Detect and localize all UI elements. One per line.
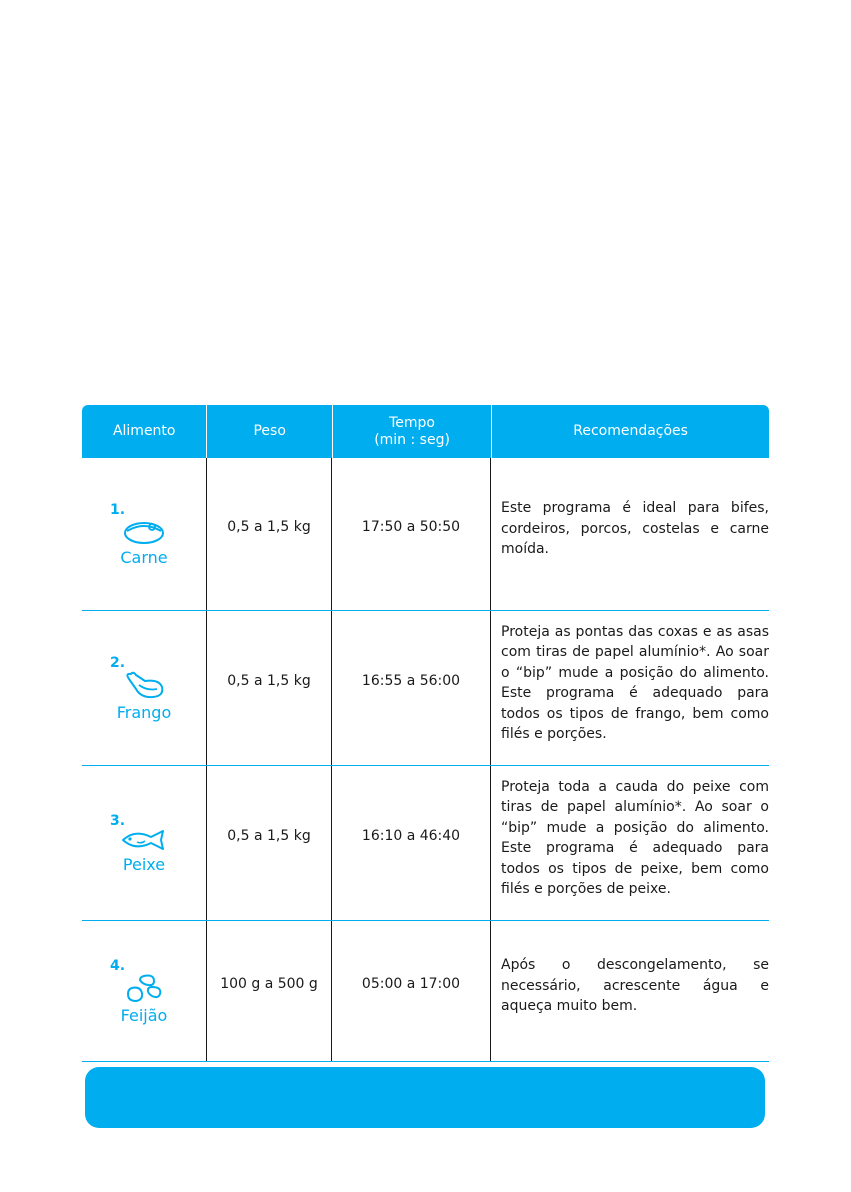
food-name: Peixe (122, 854, 166, 874)
recomendacao-text: Após o descongelamento, se necessário, acrescente água e aqueça muito bem. (501, 957, 769, 1015)
header-recomendacoes: Recomendações (573, 423, 688, 439)
header-peso: Peso (207, 405, 332, 458)
food-cell (82, 766, 207, 920)
recomendacao-text: Este programa é ideal para bifes, cordeiros, porcos, costelas e carne moída. (501, 500, 769, 558)
tempo-cell: 17:50 a 50:50 (332, 458, 491, 610)
header-tempo-line2: (min : seg) (374, 431, 450, 448)
recomendacao-text: Proteja toda a cauda do peixe com tiras de papel alumínio*. Ao soar o “bip” mude a posição do alimento. Este programa é adequado para todos os tipos de peixe, bem como filés e porções de peixe. (501, 778, 769, 897)
food-cell (82, 458, 207, 610)
food-number: 2. (110, 654, 126, 671)
header-tempo (333, 405, 492, 458)
chicken-icon (121, 669, 167, 701)
table-row (82, 766, 769, 921)
table-row (82, 921, 769, 1062)
tempo-cell: 05:00 a 17:00 (332, 921, 491, 1061)
recomendacao-cell (491, 921, 769, 1061)
food-number: 4. (110, 957, 126, 974)
food-cell (82, 921, 207, 1061)
beans-icon (124, 972, 164, 1004)
food-cell (82, 611, 207, 765)
defrost-table (82, 405, 769, 1062)
recomendacao-cell (491, 611, 769, 765)
peso-cell: 0,5 a 1,5 kg (207, 766, 332, 920)
food-name: Feijão (120, 1005, 168, 1025)
tempo-cell: 16:10 a 46:40 (332, 766, 491, 920)
recomendacao-cell (491, 766, 769, 920)
table-row (82, 458, 769, 611)
table-header (82, 405, 769, 458)
header-alimento: Alimento (82, 405, 207, 458)
fish-icon (119, 827, 169, 853)
table-row (82, 611, 769, 766)
tempo-cell: 16:55 a 56:00 (332, 611, 491, 765)
header-tempo-line1: Tempo (389, 414, 435, 431)
food-number: 1. (110, 501, 126, 518)
recomendacao-text: Proteja as pontas das coxas e as asas com tiras de papel alumínio*. Ao soar o “bip” mude a posição do alimento. Este programa é adequado para todos os tipos de frango, bem como filés e porções. (501, 623, 769, 742)
food-name: Carne (120, 547, 168, 567)
peso-cell: 0,5 a 1,5 kg (207, 611, 332, 765)
footer-bar (85, 1067, 765, 1128)
peso-cell: 100 g a 500 g (207, 921, 332, 1061)
peso-cell: 0,5 a 1,5 kg (207, 458, 332, 610)
recomendacao-cell (491, 458, 769, 610)
food-number: 3. (110, 812, 126, 829)
food-name: Frango (116, 702, 172, 722)
meat-icon (122, 516, 166, 546)
